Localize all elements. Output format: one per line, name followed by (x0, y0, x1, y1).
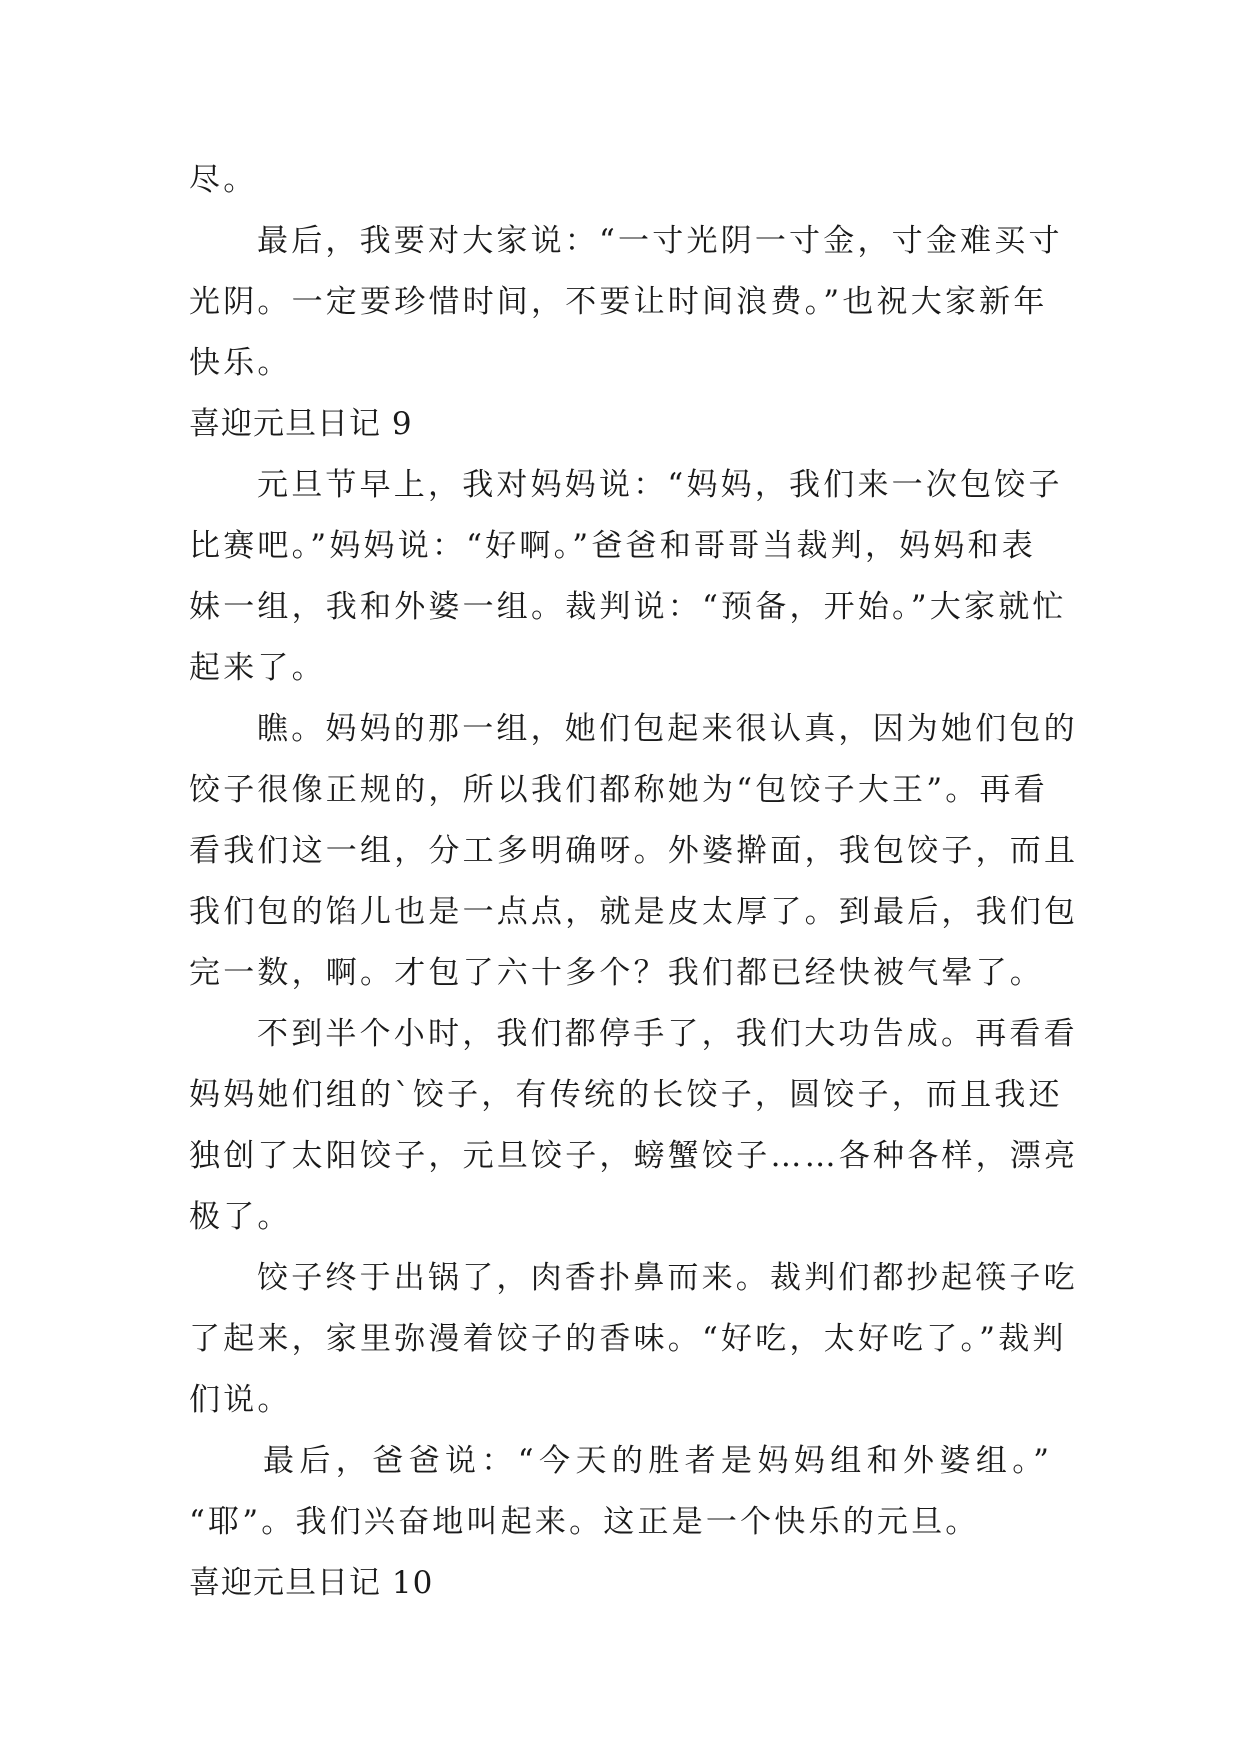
text-line: 尽。 (189, 162, 258, 198)
text-line: 比赛吧。”妈妈说：“好啊。”爸爸和哥哥当裁判，妈妈和表 (189, 528, 1036, 564)
text-line: 们说。 (189, 1382, 292, 1418)
text-line: 饺子很像正规的，所以我们都称她为“包饺子大王”。再看 (189, 772, 1048, 808)
text-line: 妹一组，我和外婆一组。裁判说：“预备，开始。”大家就忙 (189, 589, 1067, 625)
paragraph-first-line: 不到半个小时，我们都停手了，我们大功告成。再看看 (257, 1016, 1078, 1052)
section-heading: 喜迎元旦日记 9 (189, 406, 413, 442)
text-line: 妈妈她们组的`饺子，有传统的长饺子，圆饺子，而且我还 (189, 1077, 1063, 1113)
text-line: 完一数，啊。才包了六十多个？我们都已经快被气晕了。 (189, 955, 1044, 991)
paragraph-first-line: 瞧。妈妈的那一组，她们包起来很认真，因为她们包的 (257, 711, 1078, 747)
section-heading: 喜迎元旦日记 10 (189, 1565, 434, 1601)
text-line: 极了。 (189, 1199, 292, 1235)
text-line: 我们包的馅儿也是一点点，就是皮太厚了。到最后，我们包 (189, 894, 1079, 930)
paragraph-first-line: 饺子终于出锅了，肉香扑鼻而来。裁判们都抄起筷子吃 (257, 1260, 1078, 1296)
text-line: 独创了太阳饺子，元旦饺子，螃蟹饺子……各种各样，漂亮 (189, 1138, 1079, 1174)
text-line: 光阴。一定要珍惜时间，不要让时间浪费。”也祝大家新年 (189, 284, 1048, 320)
text-line: 起来了。 (189, 650, 326, 686)
text-line: “耶”。我们兴奋地叫起来。这正是一个快乐的元旦。 (189, 1504, 980, 1540)
document-page (189, 150, 1079, 1614)
text-line: 了起来，家里弥漫着饺子的香味。“好吃，太好吃了。”裁判 (189, 1321, 1067, 1357)
paragraph-first-line: 最后，爸爸说：“今天的胜者是妈妈组和外婆组。” (263, 1443, 1055, 1479)
paragraph-first-line: 最后，我要对大家说：“一寸光阴一寸金，寸金难买寸 (257, 223, 1063, 259)
paragraph-first-line: 元旦节早上，我对妈妈说：“妈妈，我们来一次包饺子 (257, 467, 1063, 503)
text-line: 快乐。 (189, 345, 292, 381)
text-line: 看我们这一组，分工多明确呀。外婆擀面，我包饺子，而且 (189, 833, 1079, 869)
